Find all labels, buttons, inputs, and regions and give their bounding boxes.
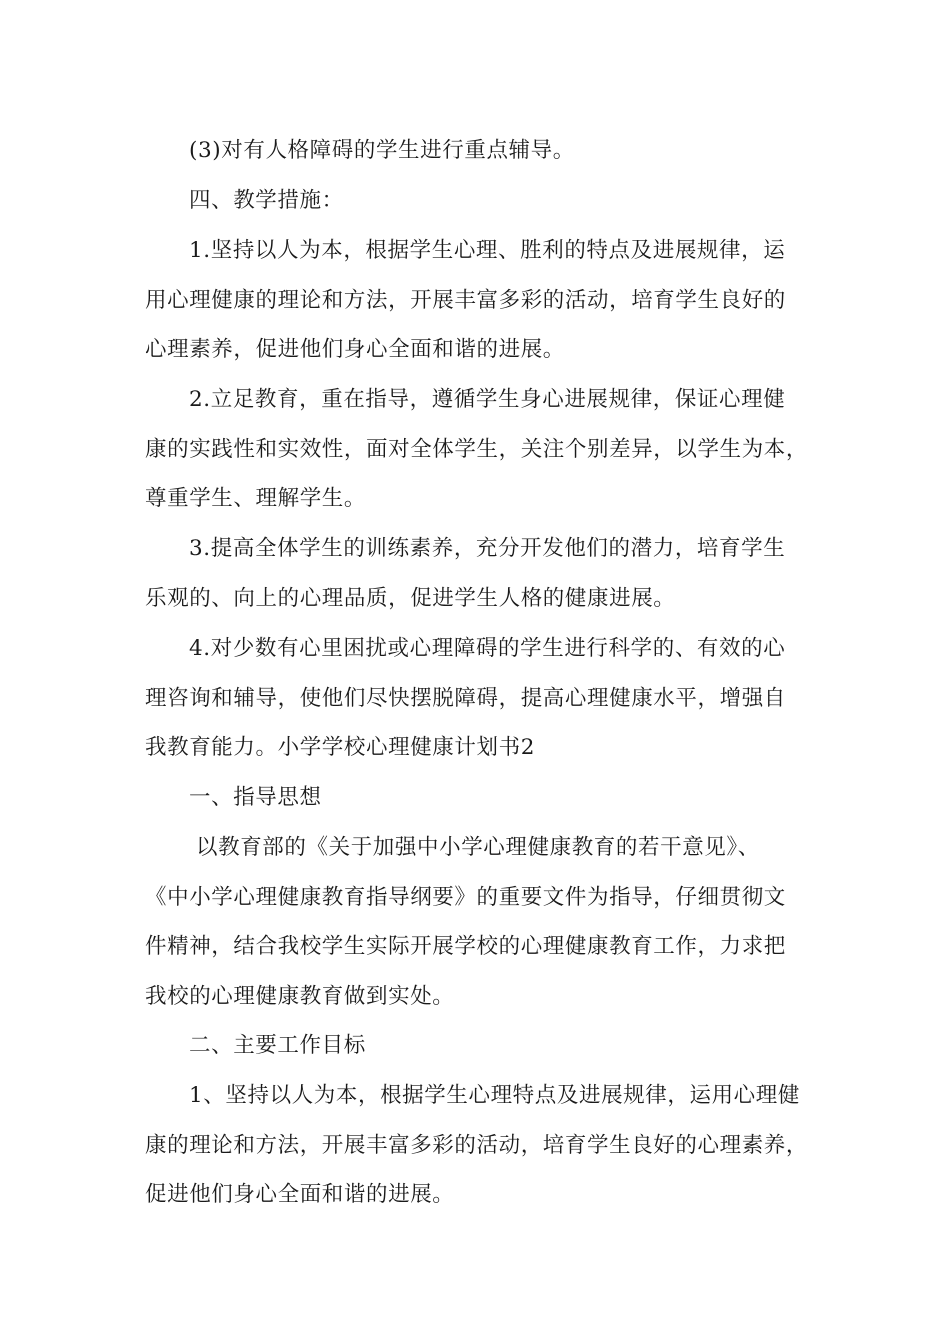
text-line: 二、主要工作目标 xyxy=(189,1033,366,1058)
text-line: 心理素养，促进他们身心全面和谐的进展。 xyxy=(145,337,565,362)
paragraph-guiding-ideology xyxy=(145,823,825,1021)
text-line: 件精神，结合我校学生实际开展学校的心理健康教育工作，力求把 xyxy=(145,934,786,959)
text-line: 康的实践性和实效性，面对全体学生，关注个别差异，以学生为本， xyxy=(145,436,809,462)
text-line: 我教育能力。小学学校心理健康计划书2 xyxy=(145,735,535,760)
text-line: 尊重学生、理解学生。 xyxy=(145,486,367,511)
text-line: 一、指导思想 xyxy=(189,785,322,810)
section-heading-teaching-measures xyxy=(145,176,825,226)
text-line: 用心理健康的理论和方法，开展丰富多彩的活动，培育学生良好的 xyxy=(145,287,786,313)
paragraph-measure-3 xyxy=(145,524,825,623)
paragraph-goal-1 xyxy=(145,1071,825,1220)
text-line: 2.立足教育，重在指导，遵循学生身心进展规律，保证心理健 xyxy=(189,387,786,412)
text-line: 《中小学心理健康教育指导纲要》的重要文件为指导，仔细贯彻文 xyxy=(145,884,786,910)
paragraph-measure-2 xyxy=(145,375,825,524)
text-line: 康的理论和方法，开展丰富多彩的活动，培育学生良好的心理素养， xyxy=(145,1132,809,1158)
paragraph-measure-1 xyxy=(145,226,825,375)
text-line: 4.对少数有心里困扰或心理障碍的学生进行科学的、有效的心 xyxy=(189,636,786,661)
text-line: 3.提高全体学生的训练素养，充分开发他们的潜力，培育学生 xyxy=(189,536,786,561)
section-heading-guiding-ideology xyxy=(145,773,825,823)
text-line: 促进他们身心全面和谐的进展。 xyxy=(145,1182,455,1207)
paragraph-item-3 xyxy=(145,126,825,176)
text-line: 1、坚持以人为本，根据学生心理特点及进展规律，运用心理健 xyxy=(189,1083,800,1108)
text-line: 1.坚持以人为本，根据学生心理、胜利的特点及进展规律，运 xyxy=(189,238,786,263)
text-line: 四、教学措施： xyxy=(189,188,344,213)
text-line: 我校的心理健康教育做到实处。 xyxy=(145,983,455,1009)
section-heading-main-goals xyxy=(145,1021,825,1071)
text-line: 以教育部的《关于加强中小学心理健康教育的若干意见》、 xyxy=(196,835,760,860)
text-line: 理咨询和辅导，使他们尽快摆脱障碍，提高心理健康水平，增强自 xyxy=(145,685,786,711)
text-line: (3)对有人格障碍的学生进行重点辅导。 xyxy=(189,138,575,163)
text-line: 乐观的、向上的心理品质，促进学生人格的健康进展。 xyxy=(145,585,676,611)
paragraph-measure-4 xyxy=(145,624,825,773)
